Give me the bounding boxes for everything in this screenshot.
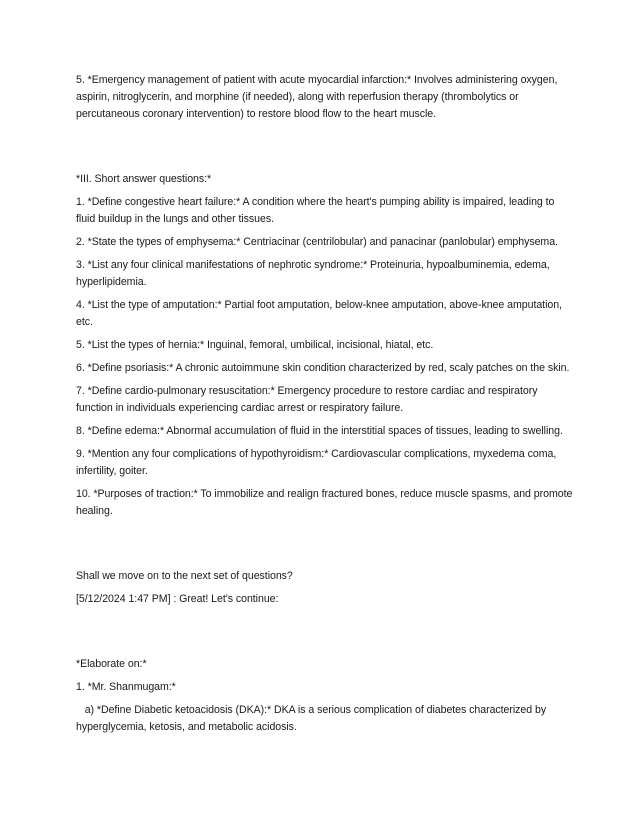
answer-4: 4. *List the type of amputation:* Partial foot amputation, below-knee amputation, above-knee amputation, etc. bbox=[76, 299, 565, 328]
spacer bbox=[76, 520, 576, 545]
answer-5: 5. *List the types of hernia:* Inguinal, femoral, umbilical, incisional, hiatal, etc. bbox=[76, 339, 434, 351]
case-heading-shanmugam: 1. *Mr. Shanmugam:* bbox=[76, 681, 176, 693]
spacer bbox=[76, 545, 576, 568]
answer-1: 1. *Define congestive heart failure:* A condition where the heart's pumping ability is impaired, leading to fluid buildup in the lungs and other tissues. bbox=[76, 196, 558, 225]
answer-10: 10. *Purposes of traction:* To immobilize and realign fractured bones, reduce muscle spasms, and promote healing. bbox=[76, 488, 576, 517]
answer-3: 3. *List any four clinical manifestations of nephrotic syndrome:* Proteinuria, hypoalbuminemia, edema, hyperlipidemia. bbox=[76, 259, 553, 288]
answer-7: 7. *Define cardio-pulmonary resuscitation:* Emergency procedure to restore cardiac and respiratory function in individuals experiencing cardiac arrest or respiratory failure. bbox=[76, 385, 541, 414]
answer-6: 6. *Define psoriasis:* A chronic autoimmune skin condition characterized by red, scaly patches on the skin. bbox=[76, 362, 570, 374]
section-heading-elaborate: *Elaborate on:* bbox=[76, 658, 147, 670]
spacer bbox=[76, 123, 576, 148]
spacer bbox=[76, 608, 576, 633]
answer-9: 9. *Mention any four complications of hypothyroidism:* Cardiovascular complications, myxedema coma, infertility, goiter. bbox=[76, 448, 560, 477]
move-on-question: Shall we move on to the next set of questions? bbox=[76, 570, 293, 582]
answer-2: 2. *State the types of emphysema:* Centriacinar (centrilobular) and panacinar (panlobular) emphysema. bbox=[76, 236, 558, 248]
section-heading-short-answer: *III. Short answer questions:* bbox=[76, 173, 212, 185]
answer-8: 8. *Define edema:* Abnormal accumulation of fluid in the interstitial spaces of tissues, leading to swelling. bbox=[76, 425, 563, 437]
spacer bbox=[76, 633, 576, 656]
timestamp-line: [5/12/2024 1:47 PM] : Great! Let's continue: bbox=[76, 593, 279, 605]
answer-myocardial-infarction: 5. *Emergency management of patient with acute myocardial infarction:* Involves administering oxygen, aspirin, nitroglycerin, and morphine (if needed), along with reperfusion therapy (thrombolytics or percutaneous coronary intervention) to restore blood flow to the heart muscle. bbox=[76, 74, 561, 120]
document-page bbox=[76, 72, 576, 736]
spacer bbox=[76, 148, 576, 171]
case-answer-dka: a) *Define Diabetic ketoacidosis (DKA):* DKA is a serious complication of diabetes characterized by hyperglycemia, ketosis, and metabolic acidosis. bbox=[76, 704, 549, 733]
